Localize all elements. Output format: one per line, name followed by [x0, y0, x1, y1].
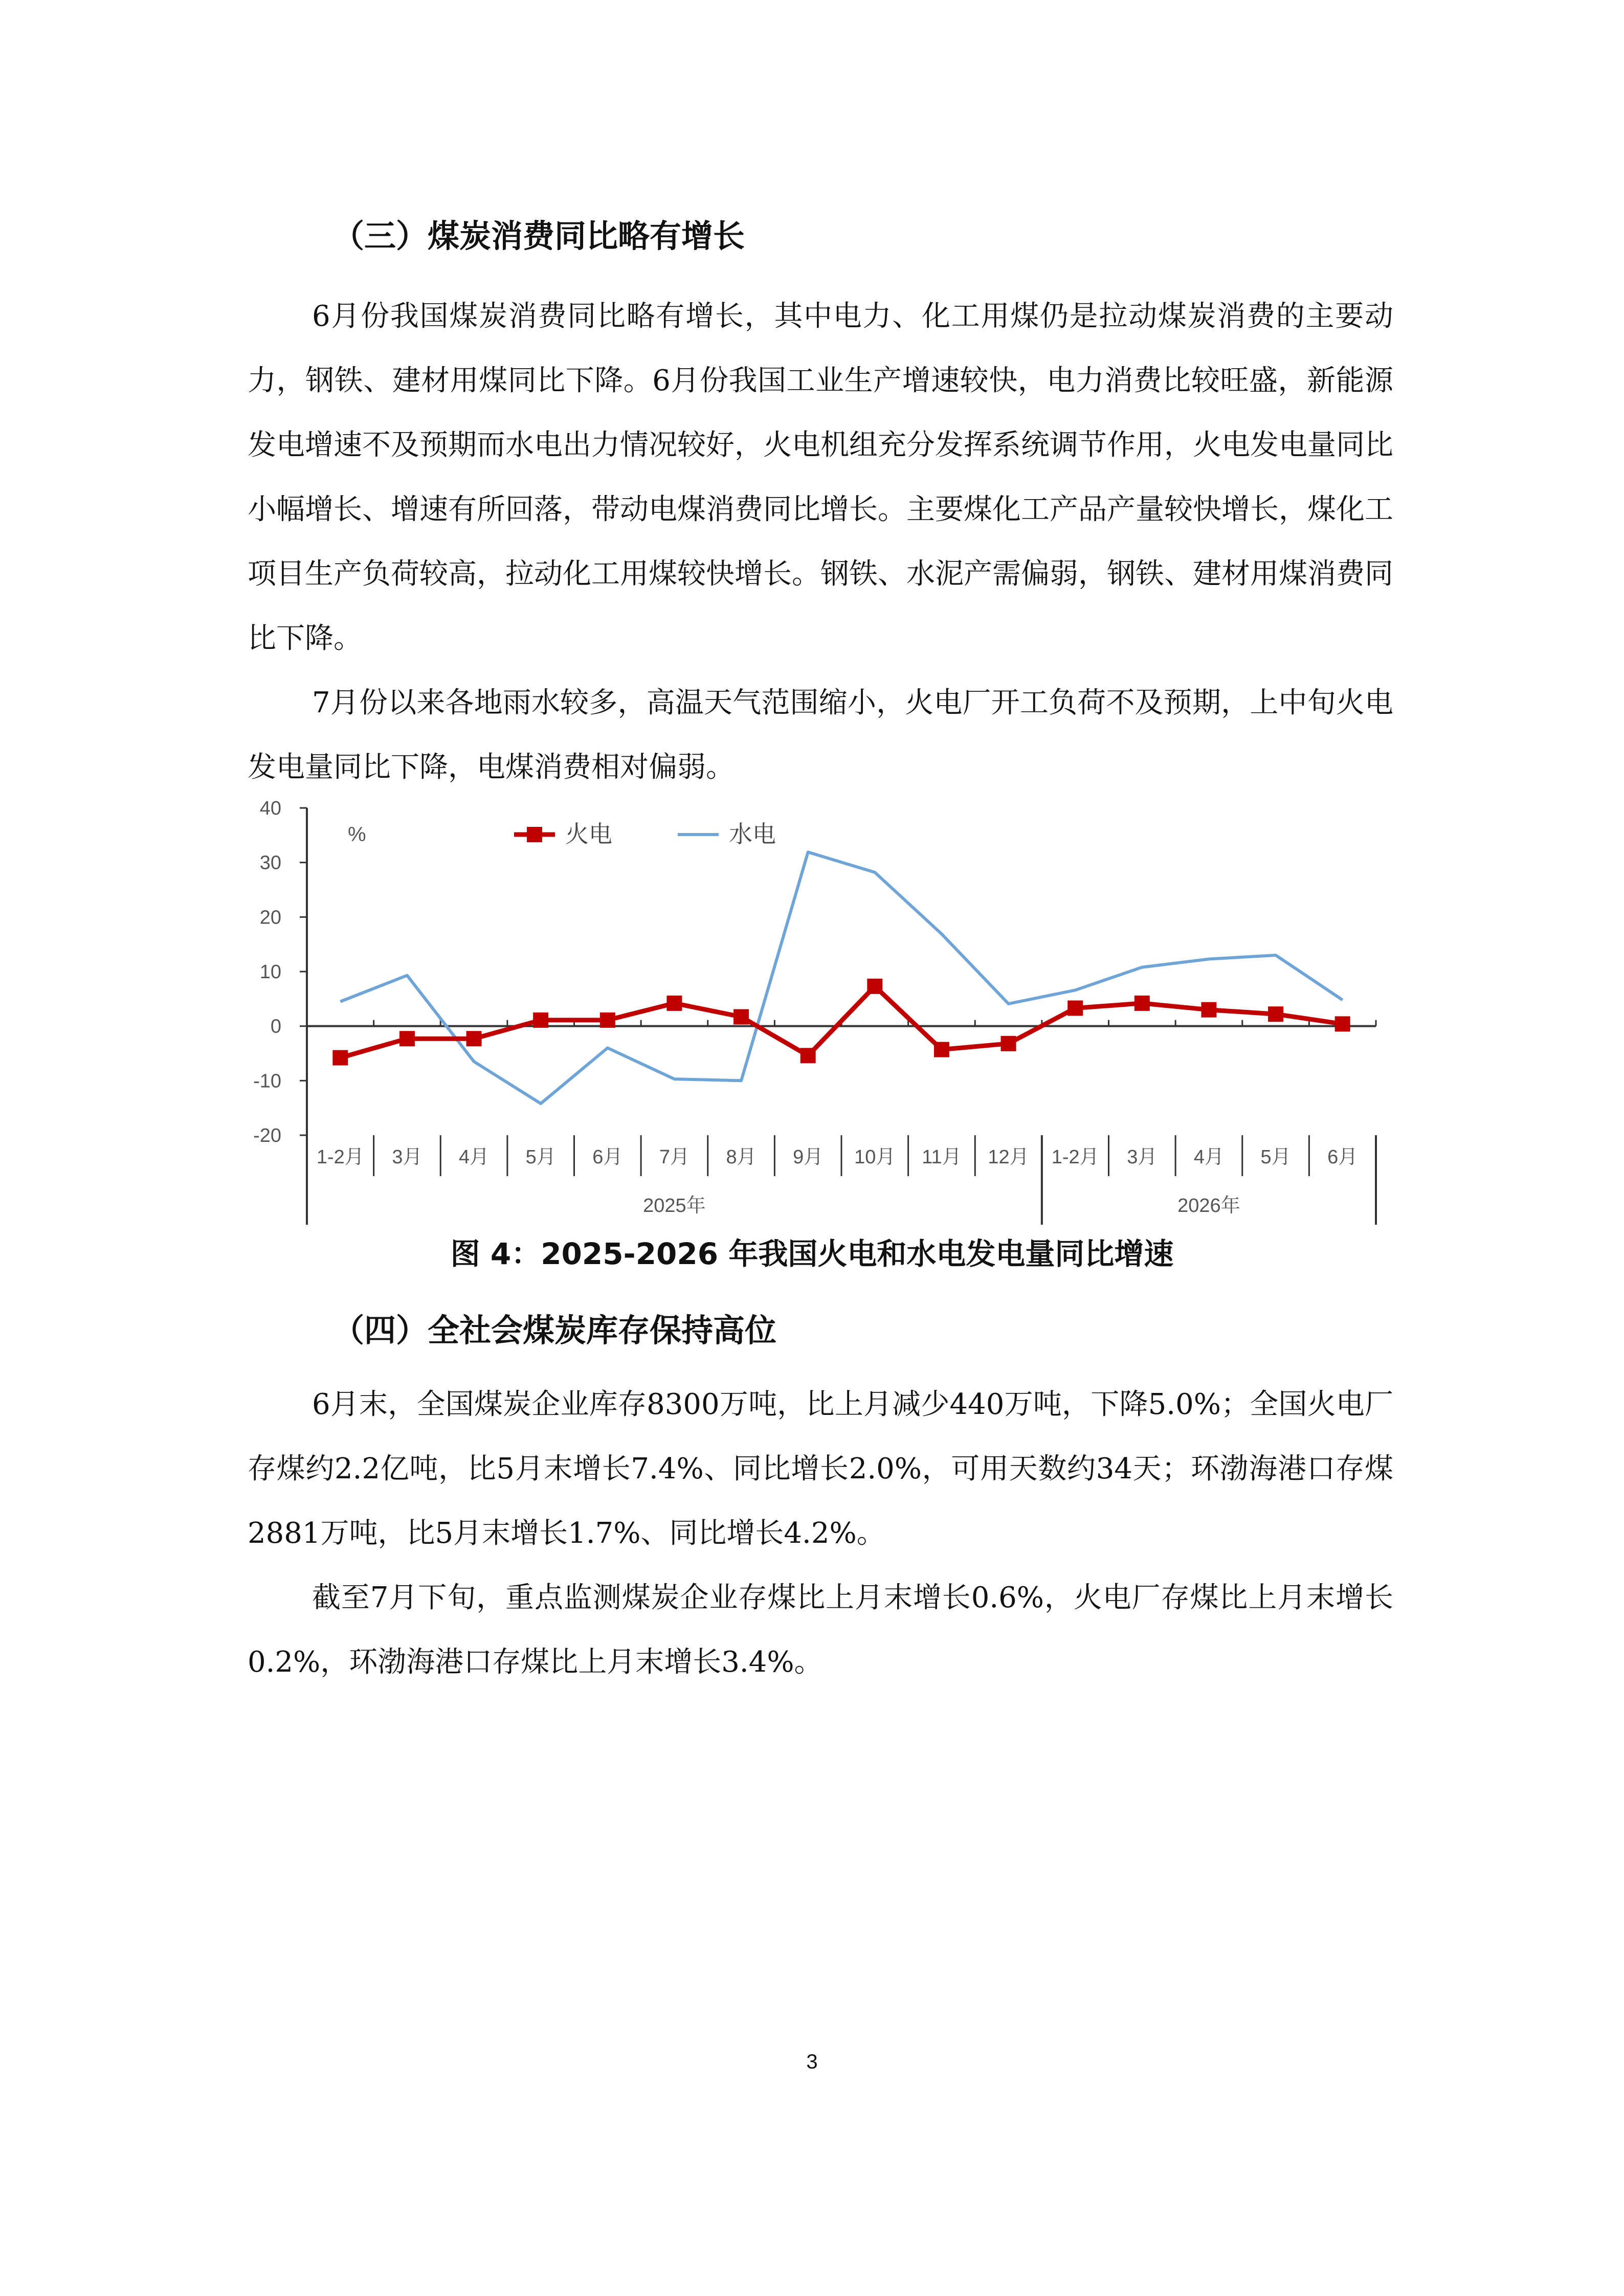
data-point: [1268, 1006, 1283, 1022]
data-point: [1335, 1016, 1350, 1031]
x-tick-label: 6月: [1327, 1146, 1358, 1168]
data-point: [934, 1042, 949, 1057]
x-tick-label: 5月: [1260, 1146, 1291, 1168]
data-point: [1001, 1036, 1016, 1051]
x-tick-label: 4月: [1193, 1146, 1225, 1168]
data-point: [800, 1048, 816, 1063]
x-tick-label: 12月: [988, 1146, 1029, 1168]
y-tick-label: 10: [259, 961, 281, 983]
x-tick-label: 1-2月: [316, 1146, 364, 1168]
data-point: [600, 1012, 615, 1028]
data-point: [399, 1031, 415, 1046]
legend-label: 火电: [565, 821, 612, 847]
y-tick-label: 40: [259, 798, 281, 819]
chart-series: [332, 852, 1350, 1104]
data-point: [666, 996, 682, 1011]
x-tick-label: 5月: [525, 1146, 556, 1168]
y-tick-label: 20: [259, 907, 281, 929]
x-tick-label: 4月: [458, 1146, 490, 1168]
legend-marker: [527, 827, 542, 842]
y-tick-label: -10: [253, 1070, 281, 1092]
section-heading-4: （四）全社会煤炭库存保持高位: [332, 1312, 777, 1349]
x-tick-label: 1-2月: [1051, 1146, 1099, 1168]
data-point: [533, 1012, 548, 1028]
x-tick-label: 3月: [1127, 1146, 1158, 1168]
x-tick-label: 9月: [793, 1146, 824, 1168]
series-line-水电: [340, 852, 1342, 1104]
data-point: [867, 979, 882, 994]
x-tick-label: 6月: [592, 1146, 623, 1168]
x-tick-label: 8月: [726, 1146, 757, 1168]
paragraph: 7月份以来各地雨水较多，高温天气范围缩小，火电厂开工负荷不及预期，上中旬火电发电量同比下降，电煤消费相对偏弱。: [248, 686, 1393, 784]
y-tick-label: 0: [270, 1016, 281, 1038]
y-tick-label: 30: [259, 852, 281, 874]
chart-legend: [514, 821, 776, 847]
page-number: 3: [806, 2051, 818, 2073]
series-line-火电: [340, 986, 1342, 1058]
x-tick-label: 3月: [392, 1146, 422, 1168]
year-label: 2025年: [643, 1195, 706, 1217]
data-point: [1134, 996, 1150, 1011]
line-chart: [0, 795, 1624, 1225]
y-tick-label: -20: [253, 1125, 281, 1146]
data-point: [332, 1050, 348, 1066]
legend-label: 水电: [729, 821, 776, 847]
data-point: [733, 1009, 749, 1025]
y-unit-label: %: [348, 823, 366, 846]
data-point: [1067, 1000, 1083, 1016]
section-heading-3: （三）煤炭消费同比略有增长: [332, 217, 745, 255]
data-point: [1201, 1002, 1216, 1018]
x-tick-label: 11月: [922, 1146, 962, 1168]
year-label: 2026年: [1177, 1195, 1240, 1217]
paragraph: 截至7月下旬，重点监测煤炭企业存煤比上月末增长0.6%，火电厂存煤比上月末增长0.2%，环渤海港口存煤比上月末增长3.4%。: [248, 1581, 1393, 1679]
x-tick-label: 10月: [854, 1146, 896, 1168]
paragraph: 6月份我国煤炭消费同比略有增长，其中电力、化工用煤仍是拉动煤炭消费的主要动力，钢铁、建材用煤同比下降。6月份我国工业生产增速较快，电力消费比较旺盛，新能源发电增速不及预期而水电出力情况较好，火电机组充分发挥系统调节作用，火电发电量同比小幅增长、增速有所回落，带动电煤消费同比增长。主要煤化工产品产量较快增长，煤化工项目生产负荷较高，拉动化工用煤较快增长。钢铁、水泥产需偏弱，钢铁、建材用煤消费同比下降。: [248, 300, 1393, 655]
x-tick-label: 7月: [659, 1146, 690, 1168]
paragraph: 6月末，全国煤炭企业库存8300万吨，比上月减少440万吨，下降5.0%；全国火电厂存煤约2.2亿吨，比5月末增长7.4%、同比增长2.0%，可用天数约34天；环渤海港口存煤2881万吨，比5月末增长1.7%、同比增长4.2%。: [248, 1388, 1393, 1550]
figure-caption: 图 4：2025-2026 年我国火电和水电发电量同比增速: [450, 1236, 1174, 1271]
data-point: [466, 1031, 482, 1046]
